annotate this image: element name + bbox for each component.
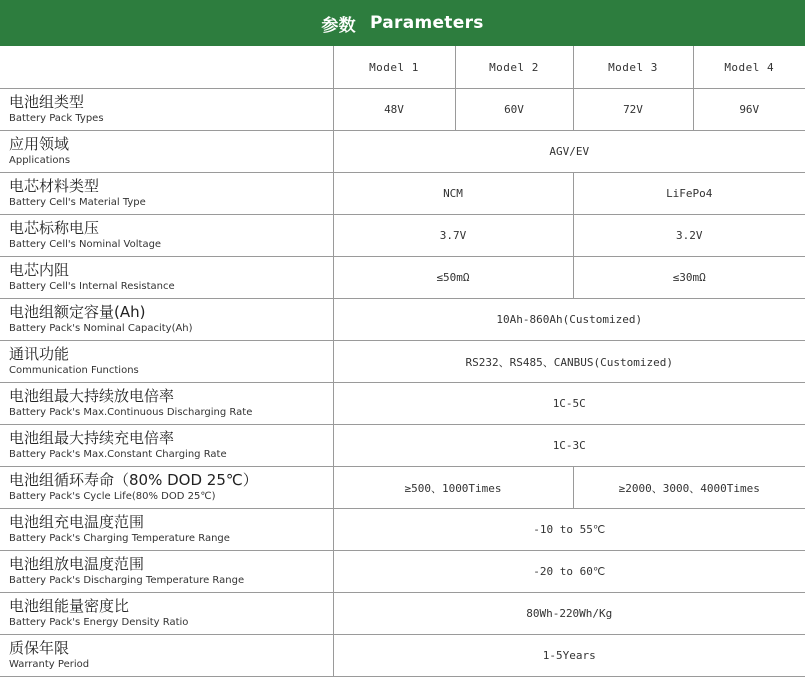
- value-cell: 60V: [455, 89, 573, 131]
- parameter-name-en: Battery Cell's Material Type: [9, 197, 146, 208]
- parameter-label-cell: [0, 509, 333, 551]
- parameter-name-zh: 电池组能量密度比: [9, 597, 130, 615]
- parameter-label-cell: [0, 215, 333, 257]
- parameter-name-en: Battery Pack's Energy Density Ratio: [9, 617, 189, 628]
- parameter-name-en: Battery Cell's Internal Resistance: [9, 281, 175, 292]
- value-cell: 1C-5C: [333, 383, 805, 425]
- table-row: [0, 89, 805, 131]
- parameter-name-en: Applications: [9, 155, 71, 166]
- parameter-label-cell: [0, 551, 333, 593]
- parameter-label-cell: [0, 383, 333, 425]
- parameter-name-en: Battery Pack's Nominal Capacity(Ah): [9, 323, 193, 334]
- parameter-name-en: Battery Cell's Nominal Voltage: [9, 239, 162, 250]
- parameter-label-cell: [0, 425, 333, 467]
- value-cell: ≤30mΩ: [573, 257, 805, 299]
- table-row: [0, 341, 805, 383]
- parameter-name-en: Communication Functions: [9, 365, 139, 376]
- model-2-header: Model 2: [455, 46, 573, 89]
- value-cell: 96V: [693, 89, 805, 131]
- value-cell: NCM: [333, 173, 573, 215]
- parameter-label-cell: [0, 257, 333, 299]
- value-cell: 1C-3C: [333, 425, 805, 467]
- parameter-name-zh: 应用领域: [9, 135, 70, 153]
- parameter-label-cell: [0, 635, 333, 677]
- parameter-name-en: Battery Pack's Max.Continuous Discharging Rate: [9, 407, 253, 418]
- value-cell: -10 to 55℃: [333, 509, 805, 551]
- header-title-en: Parameters: [369, 13, 484, 33]
- parameter-name-zh: 电池组充电温度范围: [9, 513, 145, 531]
- parameter-name-zh: 电池组类型: [9, 93, 85, 111]
- value-cell: 3.7V: [333, 215, 573, 257]
- table-row: [0, 635, 805, 677]
- parameter-name-zh: 电芯内阻: [9, 261, 70, 279]
- parameter-label-cell: [0, 89, 333, 131]
- parameter-name-en: Battery Pack's Cycle Life(80% DOD 25℃): [9, 491, 216, 502]
- table-row: [0, 467, 805, 509]
- parameter-label-cell: [0, 593, 333, 635]
- parameter-name-zh: 电池组最大持续充电倍率: [9, 429, 175, 447]
- parameter-name-zh: 电芯标称电压: [9, 219, 100, 237]
- parameter-label-cell: [0, 173, 333, 215]
- model-1-header: Model 1: [333, 46, 455, 89]
- table-row: [0, 215, 805, 257]
- table-header-banner: [0, 0, 805, 46]
- value-cell: 72V: [573, 89, 693, 131]
- table-row: [0, 173, 805, 215]
- table-row: [0, 551, 805, 593]
- value-cell: AGV/EV: [333, 131, 805, 173]
- table-row: [0, 425, 805, 467]
- parameter-name-zh: 电池组额定容量(Ah): [9, 303, 146, 321]
- parameter-label-cell: [0, 131, 333, 173]
- table-row: [0, 593, 805, 635]
- value-cell: LiFePo4: [573, 173, 805, 215]
- parameter-name-en: Battery Pack's Charging Temperature Range: [9, 533, 230, 544]
- parameter-name-zh: 通讯功能: [9, 345, 70, 363]
- value-cell: ≤50mΩ: [333, 257, 573, 299]
- parameter-name-zh: 电池组最大持续放电倍率: [9, 387, 175, 405]
- table-row: [0, 131, 805, 173]
- model-3-header: Model 3: [573, 46, 693, 89]
- parameter-label-cell: [0, 299, 333, 341]
- value-cell: ≥500、1000Times: [333, 467, 573, 509]
- value-cell: RS232、RS485、CANBUS(Customized): [333, 341, 805, 383]
- parameters-table: [0, 46, 805, 677]
- value-cell: 10Ah-860Ah(Customized): [333, 299, 805, 341]
- value-cell: 80Wh-220Wh/Kg: [333, 593, 805, 635]
- model-header-row: [0, 46, 805, 89]
- parameter-name-zh: 质保年限: [9, 639, 70, 657]
- parameter-name-en: Battery Pack's Discharging Temperature Range: [9, 575, 245, 586]
- table-row: [0, 299, 805, 341]
- table-row: [0, 509, 805, 551]
- parameter-name-en: Battery Pack's Max.Constant Charging Rate: [9, 449, 227, 460]
- empty-corner-cell: [0, 46, 333, 89]
- header-title-zh: 参数: [321, 15, 356, 36]
- table-row: [0, 383, 805, 425]
- value-cell: 48V: [333, 89, 455, 131]
- parameter-name-en: Warranty Period: [9, 659, 90, 670]
- value-cell: -20 to 60℃: [333, 551, 805, 593]
- parameter-name-en: Battery Pack Types: [9, 113, 104, 124]
- parameter-name-zh: 电芯材料类型: [9, 177, 100, 195]
- table-row: [0, 257, 805, 299]
- value-cell: 3.2V: [573, 215, 805, 257]
- parameter-name-zh: 电池组放电温度范围: [9, 555, 145, 573]
- value-cell: ≥2000、3000、4000Times: [573, 467, 805, 509]
- model-4-header: Model 4: [693, 46, 805, 89]
- parameter-label-cell: [0, 341, 333, 383]
- parameter-name-zh: 电池组循环寿命（80% DOD 25℃）: [9, 471, 258, 489]
- value-cell: 1-5Years: [333, 635, 805, 677]
- parameter-label-cell: [0, 467, 333, 509]
